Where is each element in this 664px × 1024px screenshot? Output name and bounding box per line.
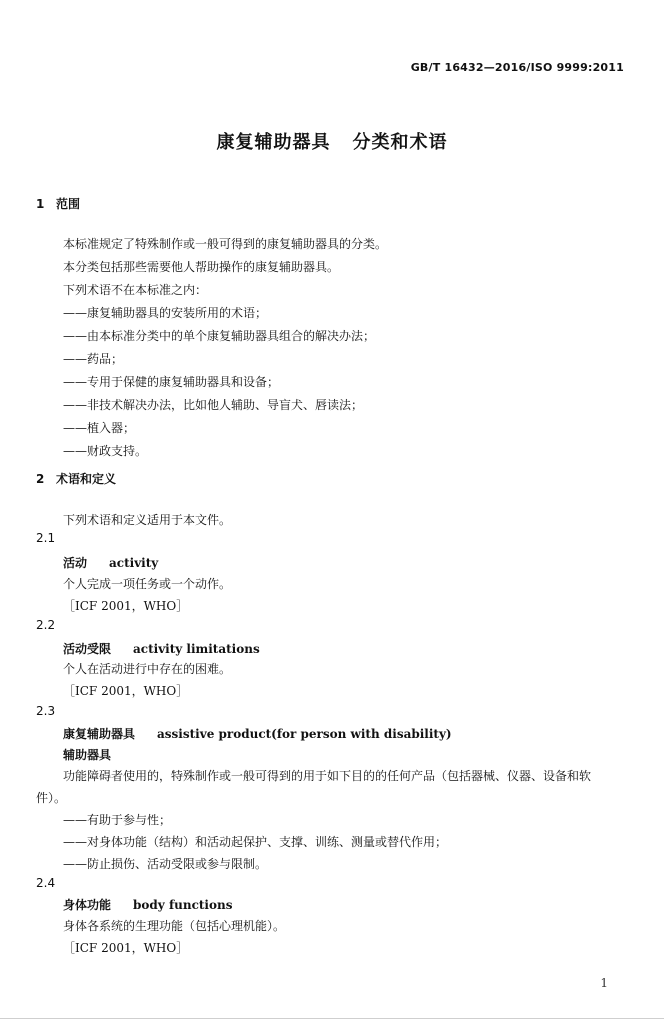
term-definition: 个人完成一项任务或一个动作。 <box>63 577 232 591</box>
term-definition-continuation: 件）。 <box>36 791 67 805</box>
term-english: body functions <box>133 898 233 912</box>
term-definition: 个人在活动进行中存在的困难。 <box>63 662 232 676</box>
section-2-heading: 2 术语和定义 <box>36 472 117 486</box>
term-entry <box>63 640 260 657</box>
term-chinese: 活动受限 <box>63 642 112 656</box>
term-source: ［ICF 2001，WHO］ <box>63 599 189 613</box>
term-definition: 功能障碍者使用的，特殊制作或一般可得到的用于如下目的的任何产品（包括器械、仪器、设备和软 <box>63 769 592 783</box>
term-chinese: 活动 <box>63 556 88 570</box>
purpose-item: ——有助于参与性； <box>63 813 172 827</box>
title-part-1: 康复辅助器具 <box>216 132 331 153</box>
exclusion-item: ——药品； <box>63 352 124 366</box>
scope-paragraph: 本分类包括那些需要他人帮助操作的康复辅助器具。 <box>63 260 340 274</box>
terms-intro: 下列术语和定义适用于本文件。 <box>63 513 232 527</box>
exclusion-item: ——由本标准分类中的单个康复辅助器具组合的解决办法； <box>63 329 376 343</box>
term-source: ［ICF 2001，WHO］ <box>63 941 189 955</box>
title-part-2: 分类和术语 <box>352 132 448 153</box>
section-1-heading: 1 范围 <box>36 197 81 211</box>
document-title <box>0 128 664 154</box>
term-english: assistive product(for person with disability) <box>157 727 452 741</box>
term-definition: 身体各系统的生理功能（包括心理机能）。 <box>63 919 286 933</box>
clause-number: 2.3 <box>36 704 56 718</box>
exclusion-item: ——非技术解决办法，比如他人辅助、导盲犬、唇读法； <box>63 398 364 412</box>
exclusion-item: ——专用于保健的康复辅助器具和设备； <box>63 375 280 389</box>
scope-paragraph: 下列术语不在本标准之内： <box>63 283 208 297</box>
clause-number: 2.1 <box>36 531 56 545</box>
page-number: 1 <box>600 976 608 990</box>
term-entry <box>63 725 452 742</box>
clause-number: 2.4 <box>36 876 56 890</box>
term-english: activity <box>109 556 159 570</box>
scope-paragraph: 本标准规定了特殊制作或一般可得到的康复辅助器具的分类。 <box>63 237 388 251</box>
standard-number-header: GB/T 16432—2016/ISO 9999:2011 <box>410 61 624 74</box>
exclusion-item: ——康复辅助器具的安装所用的术语； <box>63 306 268 320</box>
term-chinese: 康复辅助器具 <box>63 727 136 741</box>
term-synonym: 辅助器具 <box>63 748 112 762</box>
clause-number: 2.2 <box>36 618 56 632</box>
purpose-item: ——防止损伤、活动受限或参与限制。 <box>63 857 268 871</box>
term-chinese: 身体功能 <box>63 898 112 912</box>
term-entry <box>63 896 232 913</box>
term-entry <box>63 554 158 571</box>
term-english: activity limitations <box>133 642 260 656</box>
exclusion-item: ——植入器； <box>63 421 136 435</box>
page-bottom-divider <box>0 1018 664 1019</box>
term-source: ［ICF 2001，WHO］ <box>63 684 189 698</box>
purpose-item: ——对身体功能（结构）和活动起保护、支撑、训练、测量或替代作用； <box>63 835 448 849</box>
exclusion-item: ——财政支持。 <box>63 444 148 458</box>
